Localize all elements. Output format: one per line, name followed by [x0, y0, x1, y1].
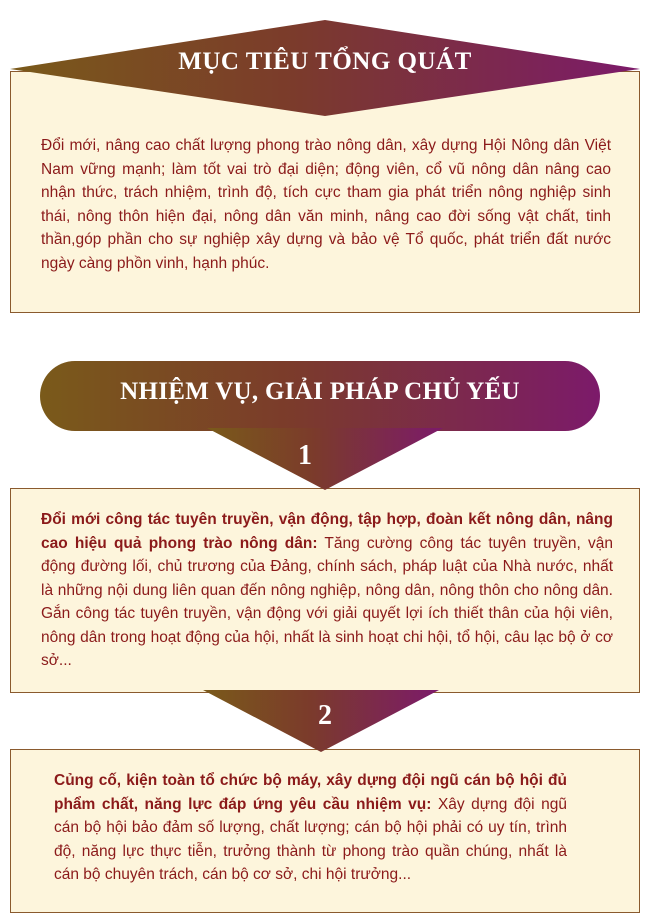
- task-1-paragraph: [41, 508, 613, 673]
- task-2-number: 2: [318, 700, 332, 731]
- task-1-heading: Đổi mới công tác tuyên truyền, vận động, tập hợp, đoàn kết nông dân, nâng cao hiệu quả phong trào nông dân:: [41, 511, 613, 552]
- task-2-text: Xây dựng đội ngũ cán bộ hội bảo đảm số lượng, chất lượng; cán bộ hội phải có uy tín, trình độ, năng lực thực tiễn, trưởng thành từ phong trào quần chúng, nhất là cán bộ chuyên trách, cán bộ cơ sở, chi hội trưởng...: [54, 795, 567, 883]
- task-2-paragraph: [54, 769, 567, 887]
- task-1-box: [10, 488, 640, 693]
- goal-text: Đổi mới, nâng cao chất lượng phong trào nông dân, xây dựng Hội Nông dân Việt Nam vững mạnh; làm tốt vai trò đại diện; động viên, cổ vũ nông dân nâng cao nhận thức, trách nhiệm, trình độ, tích cực tham gia phát triển nông nghiệp sinh thái, nông thôn hiện đại, nông dân văn minh, nâng cao đời sống vật chất, tinh thần,góp phần cho sự nghiệp xây dựng và bảo vệ Tổ quốc, phát triển đất nước ngày càng phồn vinh, hạnh phúc.: [41, 137, 611, 272]
- task-2-heading: Củng cố, kiện toàn tổ chức bộ máy, xây dựng đội ngũ cán bộ hội đủ phẩm chất, năng lực đáp ứng yêu cầu nhiệm vụ:: [54, 772, 567, 813]
- goal-title: MỤC TIÊU TỔNG QUÁT: [178, 48, 472, 75]
- tasks-title: NHIỆM VỤ, GIẢI PHÁP CHỦ YẾU: [120, 378, 520, 405]
- task-1-text: Tăng cường công tác tuyên truyền, vận động đường lối, chủ trương của Đảng, chính sách, pháp luật của Nhà nước, nhất là những nội dung liên quan đến nông nghiệp, nông dân, nông thôn cho nông dân. Gắn công tác tuyên truyền, vận động với giải quyết lợi ích thiết thân của hội viên, nông dân trong hoạt động của hội, nhất là sinh hoạt chi hội, tổ hội, câu lạc bộ ở cơ sở...: [41, 534, 613, 669]
- task-2-box: [10, 749, 640, 913]
- task-1-number: 1: [298, 440, 312, 471]
